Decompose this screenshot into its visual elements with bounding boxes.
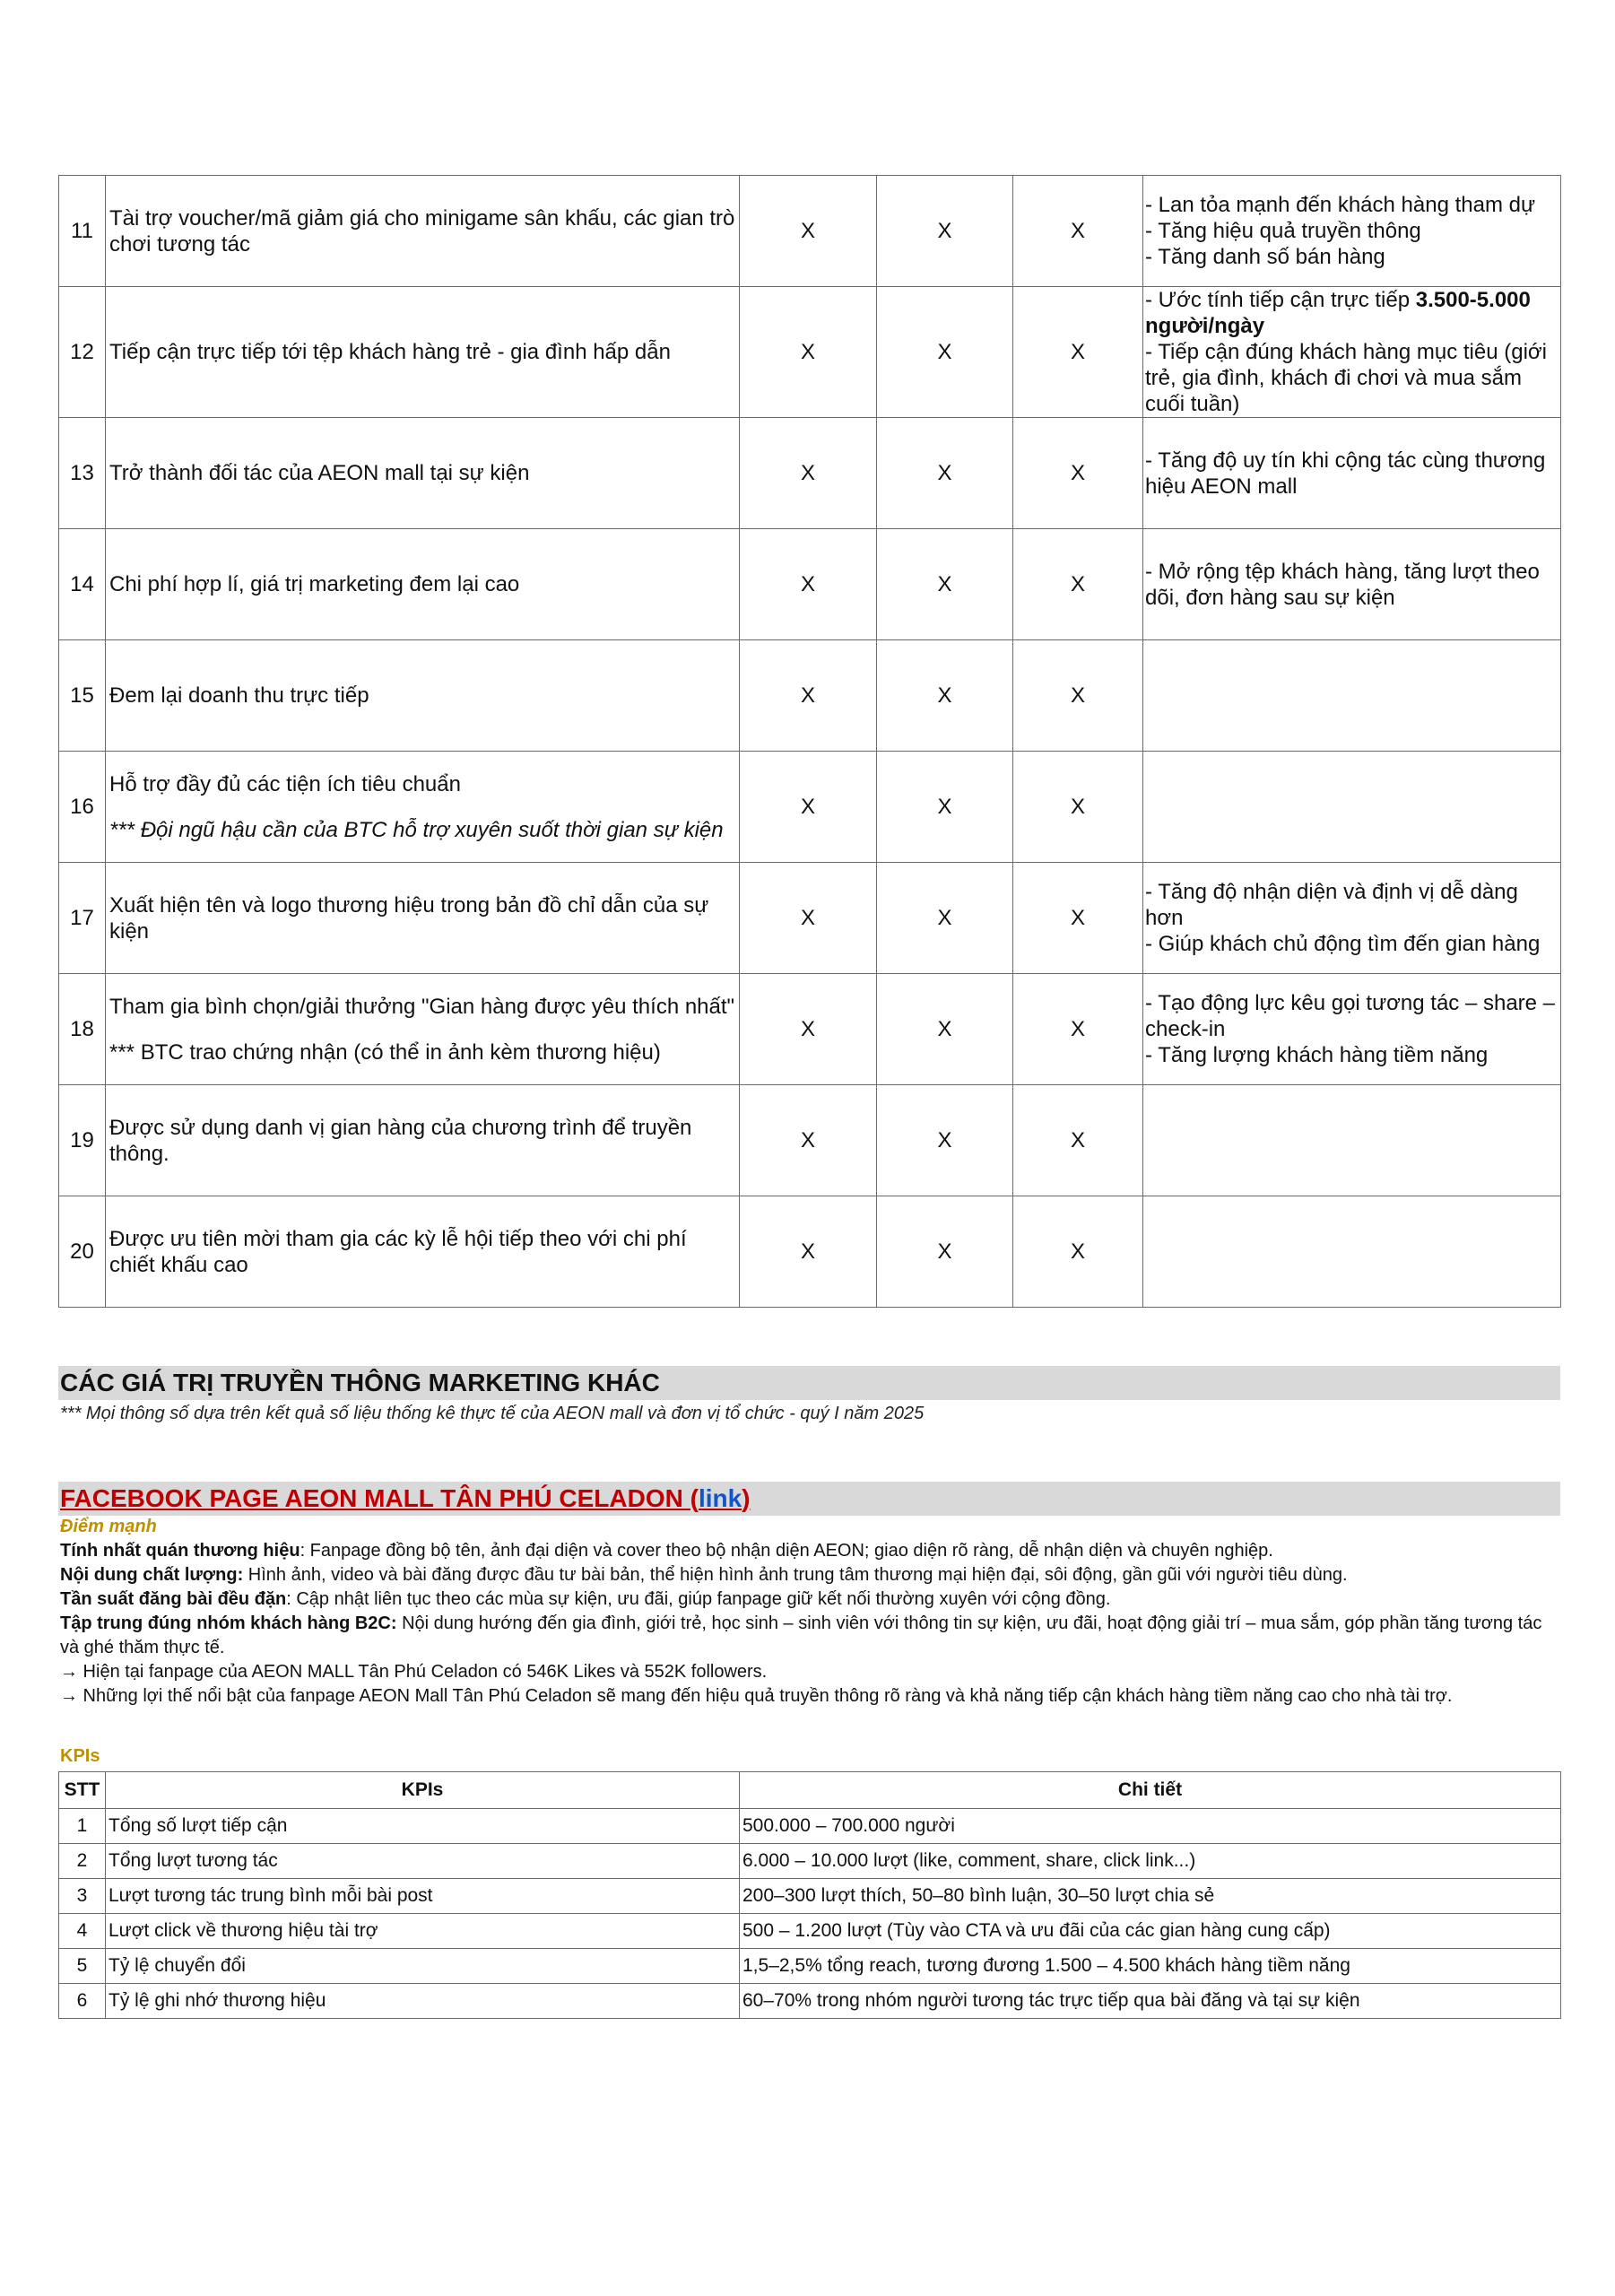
strength-point: Tập trung đúng nhóm khách hàng B2C: Nội dung hướng đến gia đình, giới trẻ, học sinh – sinh viên với thông tin sự kiện, ưu đãi, hoạt động giải trí – mua sắm, góp phần tăng tương tác và ghé thăm thực tế. xyxy=(60,1613,1542,1657)
kpi-header-row xyxy=(59,1772,1561,1809)
kpi-row xyxy=(59,1914,1561,1949)
benefit-value xyxy=(1143,752,1561,863)
benefit-note: *** Đội ngũ hậu cần của BTC hỗ trợ xuyên suốt thời gian sự kiện xyxy=(109,817,724,842)
row-number: 11 xyxy=(59,176,106,287)
benefit-row xyxy=(59,640,1561,752)
row-number: 20 xyxy=(59,1196,106,1308)
package-mark: X xyxy=(1013,974,1143,1085)
kpi-detail: 500.000 – 700.000 người xyxy=(740,1809,1561,1844)
row-number: 15 xyxy=(59,640,106,752)
benefit-item: Được ưu tiên mời tham gia các kỳ lễ hội tiếp theo với chi phí chiết khấu cao xyxy=(106,1196,740,1308)
kpi-table xyxy=(58,1771,1561,2019)
benefit-value: - Ước tính tiếp cận trực tiếp 3.500-5.000 người/ngày - Tiếp cận đúng khách hàng mục tiêu (giới trẻ, gia đình, khách đi chơi và mua sắm cuối tuần) xyxy=(1143,287,1561,418)
benefit-note: *** BTC trao chứng nhận (có thể in ảnh kèm thương hiệu) xyxy=(109,1039,661,1065)
package-mark: X xyxy=(1013,640,1143,752)
kpis-label: KPIs xyxy=(60,1746,100,1766)
kpi-detail: 1,5–2,5% tổng reach, tương đương 1.500 – 4.500 khách hàng tiềm năng xyxy=(740,1949,1561,1984)
kpi-header-stt: STT xyxy=(59,1772,106,1809)
kpi-row xyxy=(59,1844,1561,1879)
package-mark: X xyxy=(1013,287,1143,418)
benefit-row xyxy=(59,752,1561,863)
kpi-number: 6 xyxy=(59,1984,106,2019)
package-mark: X xyxy=(877,640,1013,752)
kpi-name: Tỷ lệ ghi nhớ thương hiệu xyxy=(106,1984,740,2019)
kpi-detail: 60–70% trong nhóm người tương tác trực tiếp qua bài đăng và tại sự kiện xyxy=(740,1984,1561,2019)
strength-point: Nội dung chất lượng: Hình ảnh, video và bài đăng được đầu tư bài bản, thể hiện hình ảnh trung tâm thương mại hiện đại, sôi động, gần gũi với người tiêu dùng. xyxy=(60,1565,1348,1585)
benefit-item: Chi phí hợp lí, giá trị marketing đem lại cao xyxy=(106,529,740,640)
benefit-value: - Tăng độ uy tín khi cộng tác cùng thương hiệu AEON mall xyxy=(1143,418,1561,529)
benefits-table xyxy=(58,175,1561,1308)
package-mark: X xyxy=(740,287,877,418)
row-number: 19 xyxy=(59,1085,106,1196)
benefit-item: Trở thành đối tác của AEON mall tại sự kiện xyxy=(106,418,740,529)
package-mark: X xyxy=(877,176,1013,287)
package-mark: X xyxy=(877,752,1013,863)
kpi-number: 4 xyxy=(59,1914,106,1949)
package-mark: X xyxy=(740,418,877,529)
benefit-value xyxy=(1143,1085,1561,1196)
benefit-item: Được sử dụng danh vị gian hàng của chương trình để truyền thông. xyxy=(106,1085,740,1196)
benefit-value: - Tăng độ nhận diện và định vị dễ dàng hơn - Giúp khách chủ động tìm đến gian hàng xyxy=(1143,863,1561,974)
package-mark: X xyxy=(1013,176,1143,287)
kpi-name: Tỷ lệ chuyển đổi xyxy=(106,1949,740,1984)
strength-points xyxy=(60,1539,1553,1709)
package-mark: X xyxy=(877,287,1013,418)
package-mark: X xyxy=(740,752,877,863)
benefit-row xyxy=(59,974,1561,1085)
benefit-item: Đem lại doanh thu trực tiếp xyxy=(106,640,740,752)
package-mark: X xyxy=(740,974,877,1085)
kpi-number: 5 xyxy=(59,1949,106,1984)
row-number: 14 xyxy=(59,529,106,640)
package-mark: X xyxy=(877,1085,1013,1196)
benefit-value: - Lan tỏa mạnh đến khách hàng tham dự - Tăng hiệu quả truyền thông - Tăng danh số bán hàng xyxy=(1143,176,1561,287)
kpi-row xyxy=(59,1879,1561,1914)
row-number: 12 xyxy=(59,287,106,418)
benefit-item: Tham gia bình chọn/giải thưởng "Gian hàng được yêu thích nhất" *** BTC trao chứng nhận (có thể in ảnh kèm thương hiệu) xyxy=(106,974,740,1085)
kpi-row xyxy=(59,1984,1561,2019)
benefit-item: Tiếp cận trực tiếp tới tệp khách hàng trẻ - gia đình hấp dẫn xyxy=(106,287,740,418)
package-mark: X xyxy=(877,529,1013,640)
kpi-row xyxy=(59,1949,1561,1984)
package-mark: X xyxy=(877,1196,1013,1308)
package-mark: X xyxy=(740,176,877,287)
row-number: 17 xyxy=(59,863,106,974)
package-mark: X xyxy=(877,418,1013,529)
kpi-name: Tổng số lượt tiếp cận xyxy=(106,1809,740,1844)
package-mark: X xyxy=(740,1085,877,1196)
kpi-header-kpis: KPIs xyxy=(106,1772,740,1809)
facebook-title-text: FACEBOOK PAGE AEON MALL TÂN PHÚ CELADON ( xyxy=(60,1484,699,1512)
benefit-row xyxy=(59,287,1561,418)
kpi-detail: 6.000 – 10.000 lượt (like, comment, share, click link...) xyxy=(740,1844,1561,1879)
package-mark: X xyxy=(740,640,877,752)
kpi-detail: 200–300 lượt thích, 50–80 bình luận, 30–50 lượt chia sẻ xyxy=(740,1879,1561,1914)
kpi-header-detail: Chi tiết xyxy=(740,1772,1561,1809)
facebook-page-link[interactable]: link xyxy=(698,1484,742,1512)
row-number: 16 xyxy=(59,752,106,863)
benefit-item: Tài trợ voucher/mã giảm giá cho minigame sân khấu, các gian trò chơi tương tác xyxy=(106,176,740,287)
benefit-item: Xuất hiện tên và logo thương hiệu trong bản đồ chỉ dẫn của sự kiện xyxy=(106,863,740,974)
facebook-title-end: ) xyxy=(742,1484,751,1512)
fanpage-stats: → Hiện tại fanpage của AEON MALL Tân Phú Celadon có 546K Likes và 552K followers. xyxy=(60,1662,768,1682)
package-mark: X xyxy=(740,529,877,640)
benefit-row xyxy=(59,529,1561,640)
kpi-number: 3 xyxy=(59,1879,106,1914)
section-title-other-marketing: CÁC GIÁ TRỊ TRUYỀN THÔNG MARKETING KHÁC xyxy=(58,1366,1560,1400)
fanpage-advantages: → Những lợi thế nổi bật của fanpage AEON Mall Tân Phú Celadon sẽ mang đến hiệu quả truyền thông rõ ràng và khả năng tiếp cận khách hàng tiềm năng cao cho nhà tài trợ. xyxy=(60,1686,1453,1706)
benefit-row xyxy=(59,863,1561,974)
kpi-number: 1 xyxy=(59,1809,106,1844)
benefit-value xyxy=(1143,1196,1561,1308)
row-number: 18 xyxy=(59,974,106,1085)
package-mark: X xyxy=(1013,418,1143,529)
package-mark: X xyxy=(877,974,1013,1085)
kpi-name: Lượt tương tác trung bình mỗi bài post xyxy=(106,1879,740,1914)
package-mark: X xyxy=(1013,1085,1143,1196)
kpi-name: Lượt click về thương hiệu tài trợ xyxy=(106,1914,740,1949)
benefit-value: - Tạo động lực kêu gọi tương tác – share – check-in - Tăng lượng khách hàng tiềm năng xyxy=(1143,974,1561,1085)
package-mark: X xyxy=(1013,863,1143,974)
package-mark: X xyxy=(740,863,877,974)
benefit-row xyxy=(59,418,1561,529)
row-number: 13 xyxy=(59,418,106,529)
facebook-section-title xyxy=(58,1482,1560,1516)
package-mark: X xyxy=(1013,1196,1143,1308)
benefit-value xyxy=(1143,640,1561,752)
kpi-number: 2 xyxy=(59,1844,106,1879)
kpi-name: Tổng lượt tương tác xyxy=(106,1844,740,1879)
strength-point: Tính nhất quán thương hiệu: Fanpage đồng bộ tên, ảnh đại diện và cover theo bộ nhận diện AEON; giao diện rõ ràng, dễ nhận diện và chuyên nghiệp. xyxy=(60,1541,1273,1561)
package-mark: X xyxy=(740,1196,877,1308)
package-mark: X xyxy=(877,863,1013,974)
benefit-value: - Mở rộng tệp khách hàng, tăng lượt theo dõi, đơn hàng sau sự kiện xyxy=(1143,529,1561,640)
benefit-item: Hỗ trợ đầy đủ các tiện ích tiêu chuẩn *** Đội ngũ hậu cần của BTC hỗ trợ xuyên suốt thời gian sự kiện xyxy=(106,752,740,863)
statistics-note: *** Mọi thông số dựa trên kết quả số liệu thống kê thực tế của AEON mall và đơn vị tổ chức - quý I năm 2025 xyxy=(60,1404,925,1423)
package-mark: X xyxy=(1013,752,1143,863)
package-mark: X xyxy=(1013,529,1143,640)
benefit-row xyxy=(59,176,1561,287)
strengths-label: Điểm mạnh xyxy=(60,1517,157,1536)
benefit-row xyxy=(59,1085,1561,1196)
benefit-row xyxy=(59,1196,1561,1308)
strength-point: Tần suất đăng bài đều đặn: Cập nhật liên tục theo các mùa sự kiện, ưu đãi, giúp fanpage giữ kết nối thường xuyên với cộng đồng. xyxy=(60,1589,1111,1609)
kpi-detail: 500 – 1.200 lượt (Tùy vào CTA và ưu đãi của các gian hàng cung cấp) xyxy=(740,1914,1561,1949)
kpi-row xyxy=(59,1809,1561,1844)
